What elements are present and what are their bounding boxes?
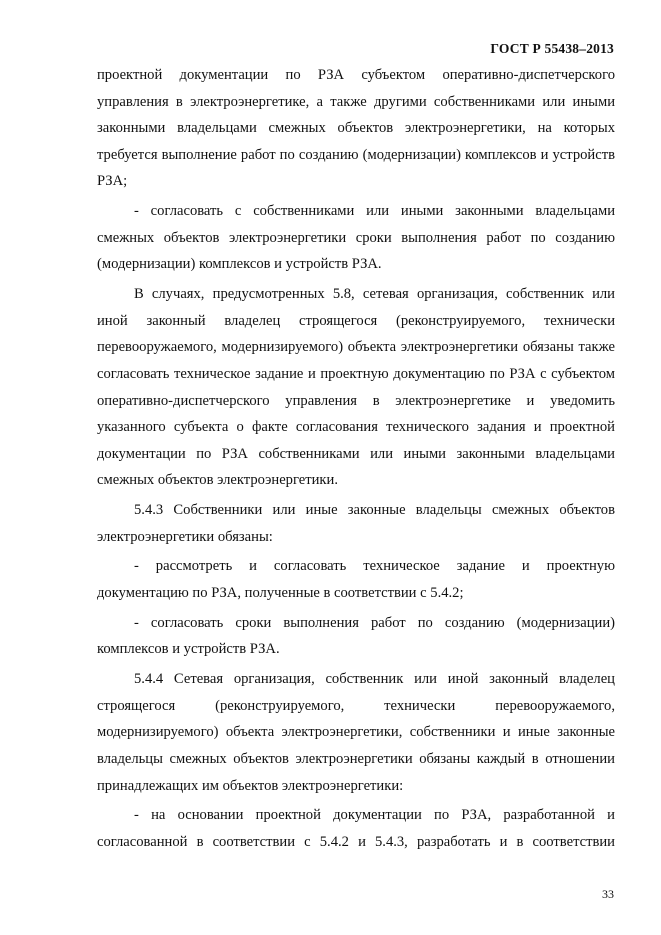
document-body [97,62,615,859]
paragraph: 5.4.3 Собственники или иные законные владельцы смежных объектов электроэнергетики обязаны: [97,502,615,545]
paragraph: - на основании проектной документации по РЗА, разработанной и согласованной в соответствии с 5.4.2 и 5.4.3, разработать и в соответствии [97,807,615,850]
document-header: ГОСТ Р 55438–2013 [490,41,614,56]
paragraph: В случаях, предусмотренных 5.8, сетевая организация, собственник или иной законный владелец строящегося (реконструируемого, технически перевооружаемого, модернизируемого) объекта электроэнергетики обязаны также согласовать техническое задание и проектную документацию по РЗА с субъектом оперативно-диспетчерского управления в электроэнергетике и уведомить указанного субъекта о факте согласования технического задания и проектной документации по РЗА собственниками или иными законными владельцами смежных объектов электроэнергетики. [97,286,615,489]
paragraph: - согласовать сроки выполнения работ по созданию (модернизации) комплексов и устройств РЗА. [97,614,615,658]
paragraph: - согласовать с собственниками или иными законными владельцами смежных объектов электроэнергетики сроки выполнения работ по созданию (модернизации) комплексов и устройств РЗА. [97,203,615,273]
paragraph: 5.4.4 Сетевая организация, собственник или иной законный владелец строящегося (реконструируемого, технически перевооружаемого, модернизируемого) объекта электроэнергетики, собственники и иные законные владельцы смежных объектов электроэнергетики обязаны каждый в отношении принадлежащих им объектов электроэнергетики: [97,671,615,794]
page-number: 33 [602,887,614,901]
paragraph: проектной документации по РЗА субъектом оперативно-диспетчерского управления в электроэнергетике, а также другими собственниками или иными законными владельцами смежных объектов электроэнергетики, на которых требуется выполнение работ по созданию (модернизации) комплексов и устройств РЗА; [97,67,615,190]
paragraph: - рассмотреть и согласовать техническое задание и проектную документацию по РЗА, полученные в соответствии с 5.4.2; [97,558,615,602]
